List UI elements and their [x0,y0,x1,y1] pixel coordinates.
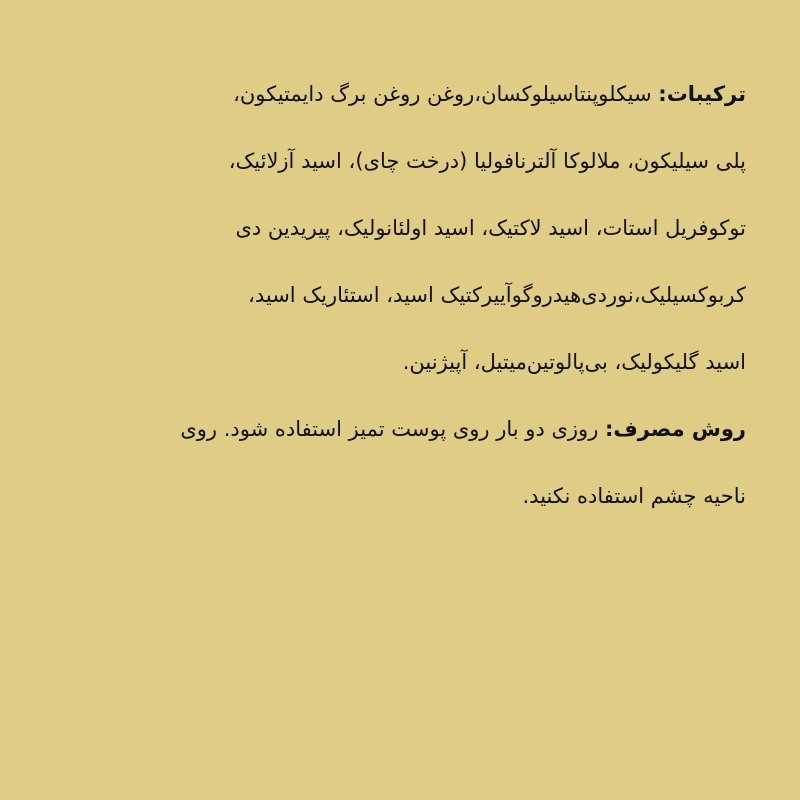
usage-text: روزی دو بار روی پوست تمیز استفاده شود. روی [180,417,606,441]
ingredients-line-3: توکوفریل استات، اسید لاکتیک، اسید اولئانولیک، پیریدین دی [235,216,746,240]
usage-label: روش مصرف: [605,417,746,441]
usage-line-1 [72,396,746,463]
ingredients-line-5: اسید گلیکولیک، بی‌پالوتین‌میتیل، آپیژنین. [402,350,746,374]
product-info-text [72,61,746,530]
ingredients-line-4: کربوکسیلیک،نوردی‌هیدروگوآییرکتیک اسید، استئاریک اسید، [248,283,746,307]
ingredients-line-2: پلی سیلیکون، ملالوکا آلترنافولیا (درخت چای)، اسید آزلائیک، [228,149,746,173]
usage-line-2: ناحیه چشم استفاده نکنید. [522,484,746,508]
ingredients-text: سیکلوپنتاسیلوکسان،روغن روغن برگ دایمتیکون، [233,82,659,106]
ingredients-label: ترکیبات: [658,82,746,106]
ingredients-line-1 [72,61,746,128]
